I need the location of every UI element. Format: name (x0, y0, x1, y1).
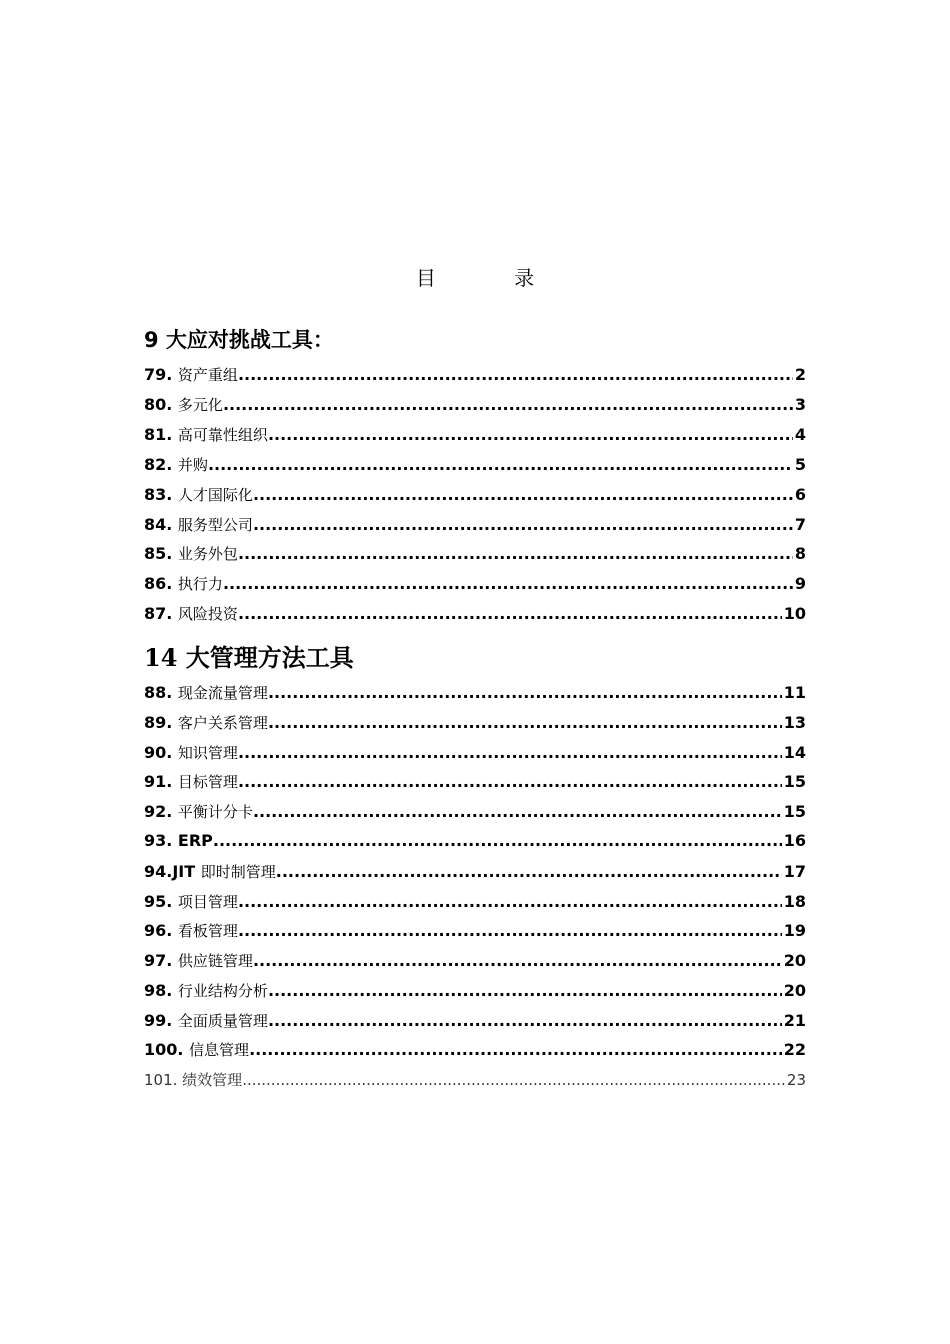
dot-leader (268, 1011, 782, 1030)
entry-number: 86. (144, 574, 178, 593)
entry-page: 7 (794, 515, 806, 534)
toc-entry[interactable] (144, 364, 806, 388)
toc-entry[interactable] (144, 394, 806, 418)
toc-entry[interactable] (144, 831, 806, 855)
toc-entry[interactable] (144, 861, 806, 885)
dot-leader (223, 395, 793, 414)
entry-label: 信息管理 (189, 1041, 250, 1059)
entry-number: 99. (144, 1011, 178, 1030)
toc-entry[interactable] (144, 1039, 806, 1063)
entry-page: 10 (783, 604, 806, 623)
entry-label: 服务型公司 (177, 516, 253, 534)
entry-page: 9 (794, 574, 806, 593)
entry-number: 83. (144, 485, 178, 504)
toc-entry[interactable] (144, 424, 806, 448)
entry-page: 17 (783, 862, 806, 881)
entry-label: 并购 (177, 456, 208, 474)
dot-leader (268, 425, 793, 444)
dot-leader (253, 515, 793, 534)
entry-number: 90. (144, 743, 178, 762)
entry-page: 3 (794, 395, 806, 414)
toc-entry[interactable] (144, 771, 806, 795)
entry-label: 人才国际化 (177, 486, 253, 504)
toc-entry[interactable] (144, 603, 806, 627)
dot-leader (213, 831, 782, 850)
toc-entry[interactable] (144, 712, 806, 736)
entry-label: 平衡计分卡 (177, 803, 253, 821)
entry-page: 22 (783, 1040, 806, 1059)
entry-page: 2 (794, 365, 806, 384)
toc-entry[interactable] (144, 543, 806, 567)
entry-label: 全面质量管理 (177, 1012, 268, 1030)
toc-entry[interactable] (144, 1010, 806, 1034)
entry-number: 81. (144, 425, 178, 444)
entry-number: 82. (144, 455, 178, 474)
entry-label: 行业结构分析 (177, 982, 268, 1000)
entry-number: 89. (144, 713, 178, 732)
entry-label: 高可靠性组织 (177, 426, 268, 444)
entry-page: 13 (783, 713, 806, 732)
dot-leader (268, 981, 782, 1000)
entry-page: 20 (783, 981, 806, 1000)
dot-leader (238, 365, 793, 384)
section-heading-management-tools: 14 大管理方法工具 (144, 643, 354, 672)
entry-page: 19 (783, 921, 806, 940)
entry-number: 91. (144, 772, 178, 791)
toc-entry[interactable] (144, 1069, 806, 1093)
entry-number: 96. (144, 921, 178, 940)
toc-entry[interactable] (144, 920, 806, 944)
dot-leader (249, 1040, 782, 1059)
entry-page: 15 (783, 772, 806, 791)
dot-leader (253, 485, 793, 504)
dot-leader (238, 772, 782, 791)
entry-page: 6 (794, 485, 806, 504)
entry-page: 15 (783, 802, 806, 821)
entry-number: 80. (144, 395, 178, 414)
entry-label: 即时制管理 (200, 863, 276, 881)
toc-entry[interactable] (144, 742, 806, 766)
entry-label: 业务外包 (177, 545, 238, 563)
entry-page: 14 (783, 743, 806, 762)
dot-leader (253, 951, 782, 970)
entry-page: 5 (794, 455, 806, 474)
entry-page: 20 (783, 951, 806, 970)
entry-label: 供应链管理 (177, 952, 253, 970)
entry-number: 97. (144, 951, 178, 970)
entry-page: 8 (794, 544, 806, 563)
entry-label: 多元化 (177, 396, 223, 414)
entry-number: 93. ERP (144, 831, 213, 850)
entry-label: 执行力 (177, 575, 223, 593)
toc-entry[interactable] (144, 891, 806, 915)
entry-label: 项目管理 (177, 893, 238, 911)
toc-entry[interactable] (144, 980, 806, 1004)
dot-leader (238, 544, 793, 563)
dot-leader (253, 802, 782, 821)
entry-label: 现金流量管理 (177, 684, 268, 702)
entry-label: 客户关系管理 (177, 714, 268, 732)
dot-leader (238, 743, 782, 762)
entry-label: 绩效管理 (182, 1071, 243, 1089)
dot-leader (223, 574, 793, 593)
entry-label: 资产重组 (177, 366, 238, 384)
entry-label: 看板管理 (177, 922, 238, 940)
dot-leader (268, 713, 782, 732)
dot-leader (238, 604, 782, 623)
entry-page: 18 (783, 892, 806, 911)
entry-number: 92. (144, 802, 178, 821)
entry-label: 知识管理 (177, 744, 238, 762)
dot-leader (208, 455, 793, 474)
toc-entry[interactable] (144, 573, 806, 597)
section-heading-challenge-tools: 9 大应对挑战工具： (144, 328, 334, 352)
dot-leader (238, 892, 782, 911)
entry-label: 风险投资 (177, 605, 238, 623)
entry-number: 88. (144, 683, 178, 702)
toc-entry[interactable] (144, 484, 806, 508)
entry-page: 21 (783, 1011, 806, 1030)
toc-entry[interactable] (144, 682, 806, 706)
entry-number: 87. (144, 604, 178, 623)
entry-page: 23 (786, 1071, 806, 1089)
toc-title: 目 录 (415, 266, 571, 290)
dot-leader (238, 921, 782, 940)
dot-leader (268, 683, 782, 702)
entry-label: 目标管理 (177, 773, 238, 791)
entry-number: 100. (144, 1040, 190, 1059)
toc-entry[interactable] (144, 514, 806, 538)
entry-page: 16 (783, 831, 806, 850)
dot-leader (242, 1071, 785, 1089)
entry-number: 98. (144, 981, 178, 1000)
toc-entry[interactable] (144, 950, 806, 974)
dot-leader (276, 862, 782, 881)
entry-page: 4 (794, 425, 806, 444)
entry-number: 95. (144, 892, 178, 911)
toc-entry[interactable] (144, 454, 806, 478)
entry-number: 85. (144, 544, 178, 563)
entry-page: 11 (783, 683, 806, 702)
entry-number: 101. (144, 1071, 183, 1089)
entry-number: 84. (144, 515, 178, 534)
entry-number: 79. (144, 365, 178, 384)
toc-entry[interactable] (144, 801, 806, 825)
entry-number: 94.JIT (144, 862, 201, 881)
